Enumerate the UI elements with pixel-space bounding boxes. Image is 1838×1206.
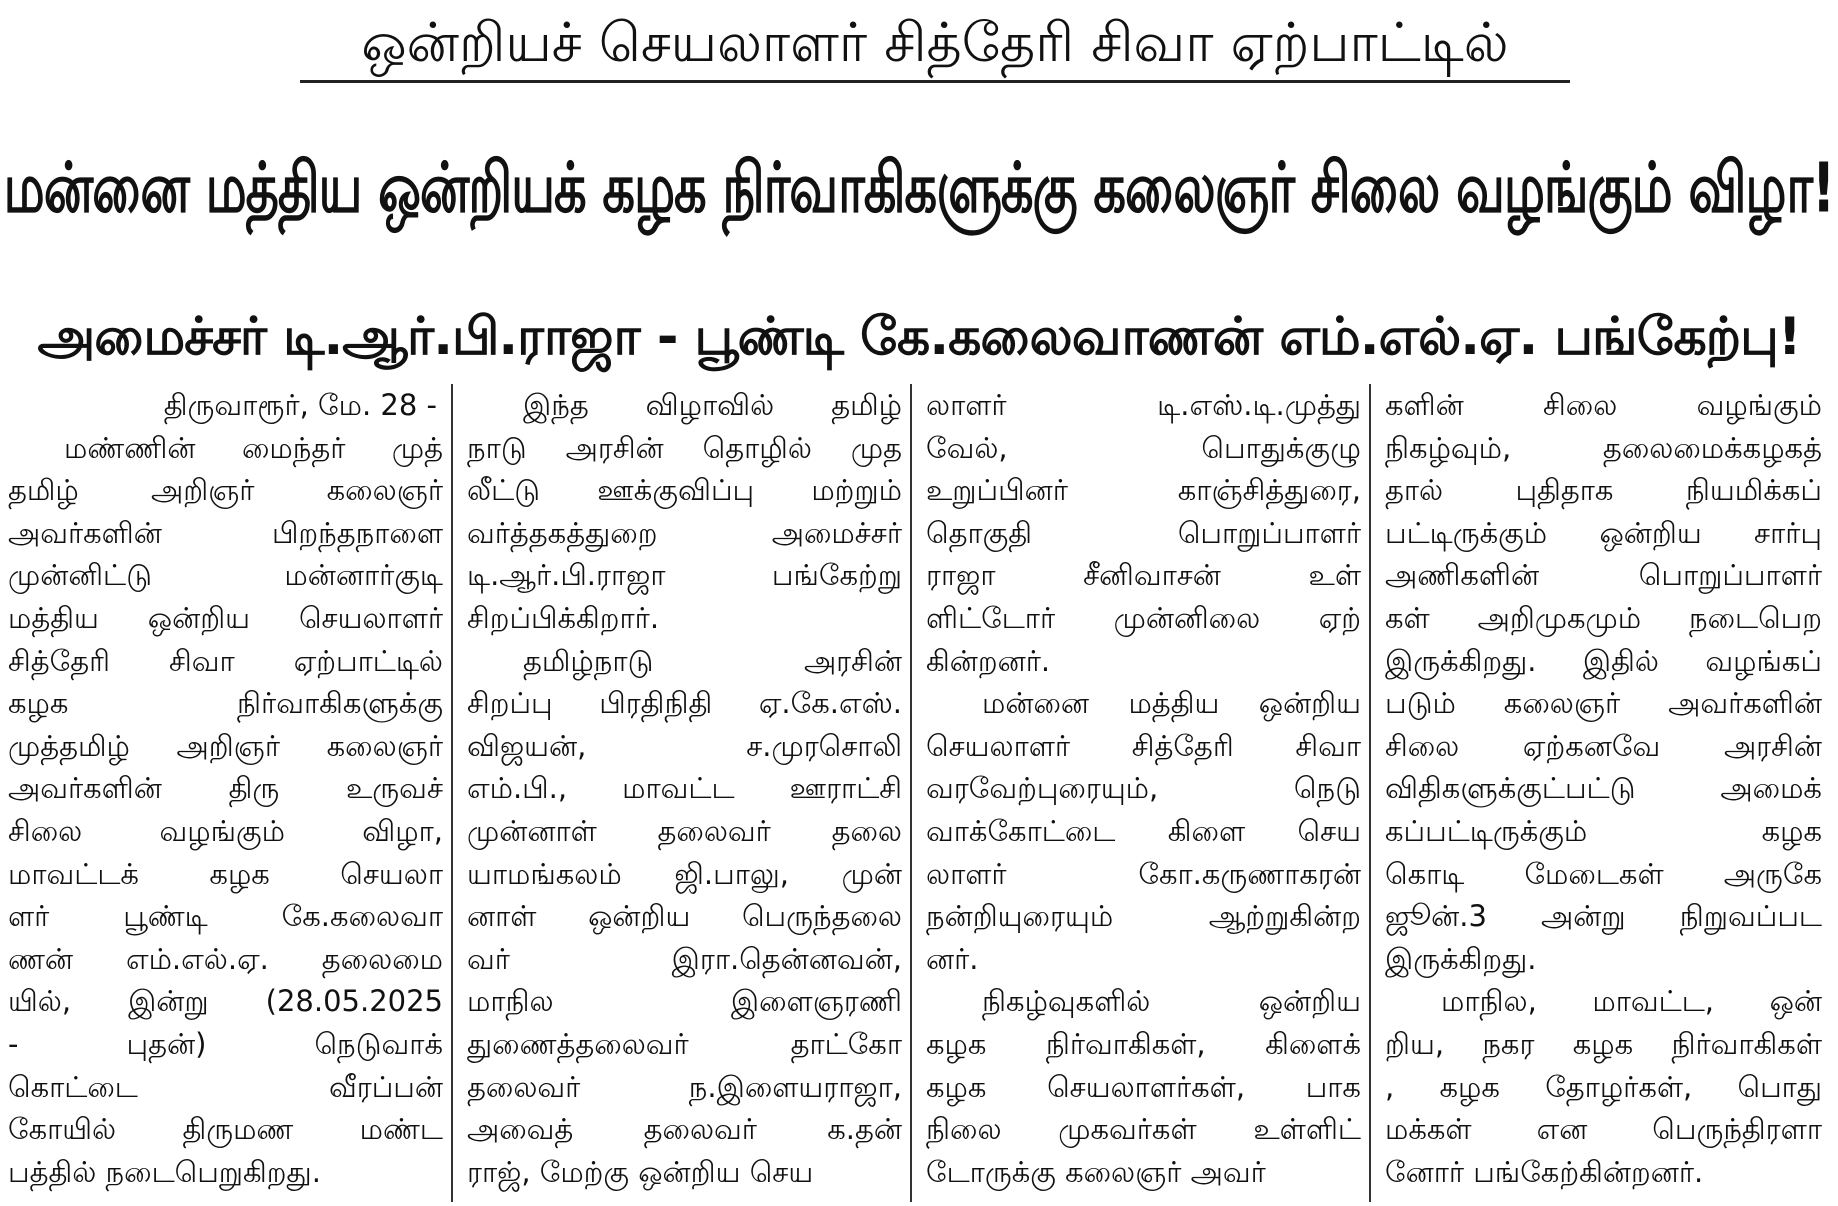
body-line: கோயில் திருமண மண்ட [8,1112,443,1147]
body-line: துணைத்தலைவர் தாட்கோ [467,1026,902,1061]
body-line: தால் புதிதாக நியமிக்கப் [1385,473,1822,508]
body-line: லாளர் கோ.கருணாகரன் [926,856,1361,891]
body-line: கப்பட்டிருக்கும் கழக [1385,813,1822,848]
body-line: நன்றியுரையும் ஆற்றுகின்ற [926,899,1361,934]
body-line: கள் அறிமுகமும் நடைபெற [1385,600,1822,635]
body-line: விஜயன், ச.முரசொலி [467,728,902,763]
body-line: திருவாரூர், மே. 28 - [163,388,437,422]
body-line: வரவேற்புரையும், நெடு [926,771,1361,806]
body-line: யாமங்கலம் ஜி.பாலு, முன் [467,856,902,891]
body-line: களின் சிலை வழங்கும் [1385,388,1822,422]
body-line: ராஜ், மேற்கு ஒன்றிய செய [467,1154,814,1189]
body-line: சிலை ஏற்கனவே அரசின் [1385,728,1822,763]
body-line: - புதன்) நெடுவாக் [8,1026,443,1061]
body-line: லீட்டு ஊக்குவிப்பு மற்றும் [467,473,902,508]
body-line: மாநில இளைஞரணி [467,984,902,1019]
body-line: வர் இரா.தென்னவன், [467,941,902,976]
body-line: கொட்டை வீரப்பன் [8,1069,443,1104]
body-line: அவர்களின் பிறந்தநாளை [8,515,443,550]
body-line: நிலை முகவர்கள் உள்ளிட் [926,1112,1361,1147]
body-line: ளிட்டோர் முன்னிலை ஏற் [926,600,1361,635]
body-line: யில், இன்று (28.05.2025 [8,984,443,1019]
body-line: ராஜா சீனிவாசன் உள் [926,558,1361,593]
body-line: உறுப்பினர் காஞ்சித்துரை, [926,473,1361,508]
body-line: இருக்கிறது. [1385,941,1537,976]
headline: மன்னை மத்திய ஒன்றியக் கழக நிர்வாகிகளுக்கு கலைஞர் சிலை வழங்கும் விழா! [3,149,1835,230]
article-column-1 [8,384,453,1202]
body-line: இந்த விழாவில் தமிழ் [523,388,902,422]
body-line: சித்தேரி சிவா ஏற்பாட்டில் [8,643,443,678]
body-line: டி.ஆர்.பி.ராஜா பங்கேற்று [467,558,902,593]
article-column-4 [1385,384,1830,1202]
body-line: னர். [926,941,979,976]
body-line: மாநில, மாவட்ட, ஒன் [1441,984,1822,1019]
body-line: மன்னை மத்திய ஒன்றிய [982,686,1361,721]
body-line: கொடி மேடைகள் அருகே [1385,856,1822,891]
body-line: ளர் பூண்டி கே.கலைவா [8,899,443,934]
body-line: மக்கள் என பெருந்திரளா [1385,1112,1822,1147]
body-line: கழக நிர்வாகிகள், கிளைக் [926,1026,1361,1061]
body-line: பத்தில் நடைபெறுகிறது. [8,1154,321,1189]
article-column-3 [926,384,1371,1202]
body-line: எம்.பி., மாவட்ட ஊராட்சி [467,771,902,806]
body-line: கழக நிர்வாகிகளுக்கு [8,686,443,721]
body-line: றிய, நகர கழக நிர்வாகிகள் [1385,1026,1822,1061]
body-line: மாவட்டக் கழக செயலா [8,856,443,891]
body-line: வேல், பொதுக்குழு [926,430,1361,465]
body-line: சிறப்பு பிரதிநிதி ஏ.கே.எஸ். [467,686,902,721]
body-line: இருக்கிறது. இதில் வழங்கப் [1385,643,1822,678]
body-line: மத்திய ஒன்றிய செயலாளர் [8,600,443,635]
body-line: முத்தமிழ் அறிஞர் கலைஞர் [8,728,443,763]
body-line: கழக செயலாளர்கள், பாக [926,1069,1361,1104]
subheadline: அமைச்சர் டி.ஆர்.பி.ராஜா - பூண்டி கே.கலைவாணன் எம்.எல்.ஏ. பங்கேற்பு! [37,307,1801,367]
body-line: அவர்களின் திரு உருவச் [8,771,443,806]
body-line: படும் கலைஞர் அவர்களின் [1385,686,1822,721]
body-line: லாளர் டி.எஸ்.டி.முத்து [926,388,1361,422]
body-line: தமிழ்நாடு அரசின் [523,643,902,678]
body-line: ஜூன்.3 அன்று நிறுவப்பட [1385,899,1822,934]
body-line: ணன் எம்.எல்.ஏ. தலைமை [8,941,443,976]
body-line: முன்னாள் தலைவர் தலை [467,813,902,848]
body-line: முன்னிட்டு மன்னார்குடி [8,558,443,593]
body-line: அவைத் தலைவர் க.தன் [467,1112,902,1147]
body-line: சிறப்பிக்கிறார். [467,600,660,635]
body-line: சிலை வழங்கும் விழா, [8,813,443,848]
body-line: தலைவர் ந.இளையராஜா, [467,1069,902,1104]
body-line: வர்த்தகத்துறை அமைச்சர் [467,515,902,550]
body-line: , கழக தோழர்கள், பொது [1385,1069,1822,1104]
body-line: வாக்கோட்டை கிளை செய [926,813,1361,848]
body-line: னோர் பங்கேற்கின்றனர். [1385,1154,1704,1189]
kicker-line: ஒன்றியச் செயலாளர் சித்தேரி சிவா ஏற்பாட்டில் [300,6,1570,83]
body-line: தொகுதி பொறுப்பாளர் [926,515,1361,550]
body-line: நிகழ்வும், தலைமைக்கழகத் [1385,430,1822,465]
body-line: நாடு அரசின் தொழில் முத [467,430,902,465]
body-line: விதிகளுக்குட்பட்டு அமைக் [1385,771,1822,806]
body-line: கின்றனர். [926,643,1051,678]
article-body [8,384,1830,1202]
body-line: டோருக்கு கலைஞர் அவர் [926,1154,1266,1189]
body-line: னாள் ஒன்றிய பெருந்தலை [467,899,902,934]
body-line: நிகழ்வுகளில் ஒன்றிய [982,984,1361,1019]
body-line: மண்ணின் மைந்தர் முத் [64,430,443,465]
body-line: பட்டிருக்கும் ஒன்றிய சார்பு [1385,515,1822,550]
body-line: தமிழ் அறிஞர் கலைஞர் [8,473,443,508]
body-line: செயலாளர் சித்தேரி சிவா [926,728,1361,763]
body-line: அணிகளின் பொறுப்பாளர் [1385,558,1822,593]
article-column-2 [467,384,912,1202]
